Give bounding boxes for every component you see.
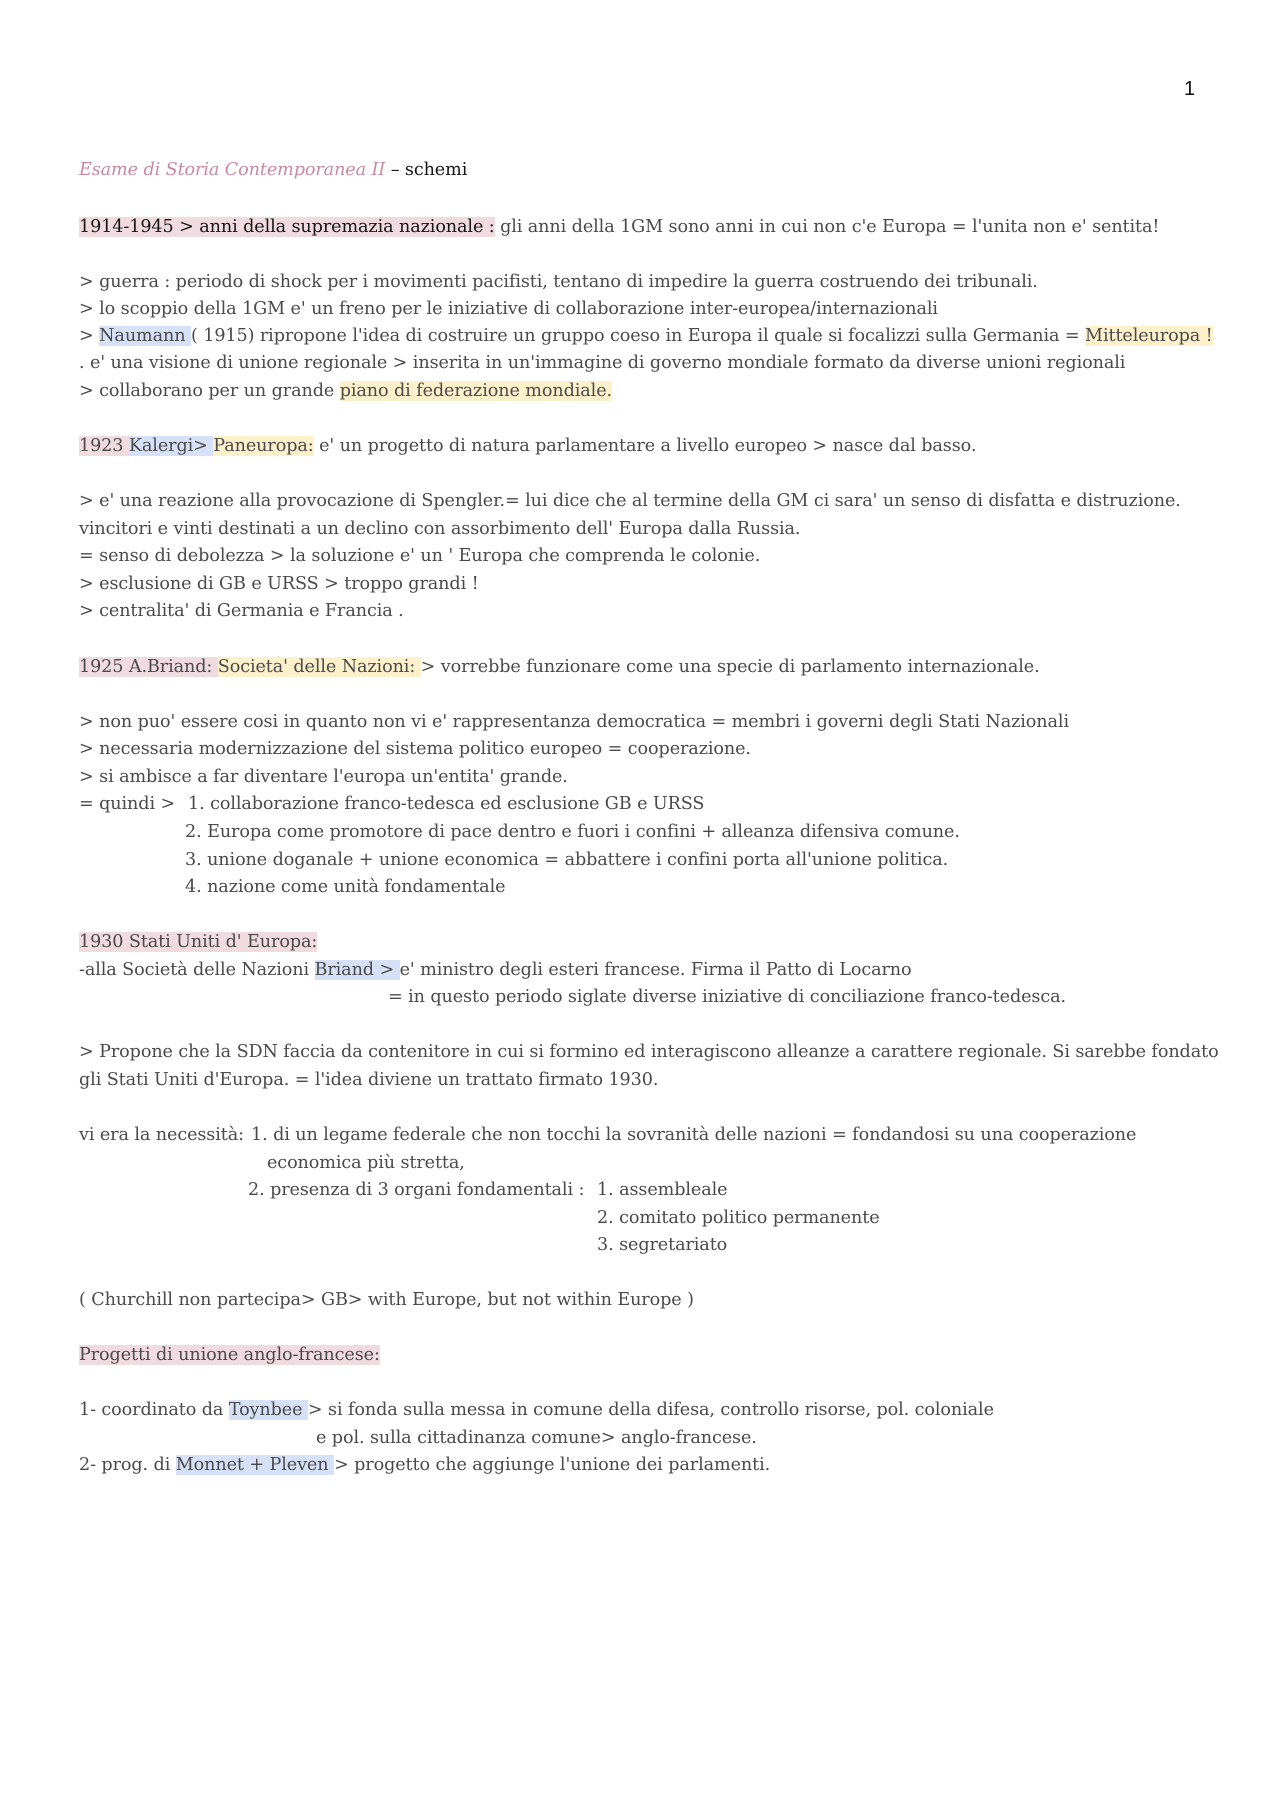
- sec1-heading-line: [79, 215, 1159, 239]
- monnet-pleven-highlight: Monnet + Pleven: [175, 1455, 334, 1475]
- sec2-line-2: vincitori e vinti destinati a un declino con assorbimento dell' Europa dalla Russia.: [79, 519, 801, 539]
- sec3-line-1: > non puo' essere cosi in quanto non vi e' rappresentanza democratica = membri i governi degli Stati Nazionali: [79, 712, 1069, 732]
- sec4-line-4: gli Stati Uniti d'Europa. = l'idea diviene un trattato firmato 1930.: [79, 1070, 659, 1090]
- sec3-item-2: 2. Europa come promotore di pace dentro e fuori i confini + alleanza difensiva comune.: [185, 822, 960, 842]
- sec1-l5-text: > collaborano per un grande: [79, 381, 340, 401]
- sec3-item-4: 4. nazione come unità fondamentale: [185, 877, 506, 897]
- kalergi-highlight: Kalergi>: [128, 436, 214, 456]
- sec2-heading-line: [79, 434, 976, 458]
- sec5-p1-prefix: 1- coordinato da: [79, 1400, 229, 1420]
- sec1-line-2: > lo scoppio della 1GM e' un freno per le iniziative di collaborazione inter-europea/internazionali: [79, 299, 938, 319]
- sec3-line-2: > necessaria modernizzazione del sistema politico europeo = cooperazione.: [79, 739, 751, 759]
- sec3-heading-text: > vorrebbe funzionare come una specie di parlamento internazionale.: [420, 657, 1040, 677]
- sec5-item-1: [79, 1398, 994, 1422]
- sec2-line-5: > centralita' di Germania e Francia .: [79, 601, 404, 621]
- mitteleuropa-highlight: Mitteleuropa !: [1085, 326, 1213, 346]
- sec3-quindi: = quindi >: [79, 794, 176, 814]
- sec1-l3-text: ( 1915) ripropone l'idea di costruire un gruppo coeso in Europa il quale si focalizzi sulla Germania =: [190, 326, 1086, 346]
- sec1-heading: 1914-1945 > anni della supremazia nazionale :: [79, 217, 495, 237]
- sec1-line-4: . e' una visione di unione regionale > inserita in un'immagine di governo mondiale formato da diverse unioni regionali: [79, 353, 1126, 373]
- sec2-year: 1923: [79, 436, 129, 456]
- sec2-heading-text: e' un progetto di natura parlamentare a livello europeo > nasce dal basso.: [313, 436, 977, 456]
- need-item-1-cont: economica più stretta,: [267, 1153, 465, 1173]
- page-number: 1: [1184, 78, 1196, 100]
- organ-2: 2. comitato politico permanente: [597, 1208, 880, 1228]
- sec3-item-3: 3. unione doganale + unione economica = abbattere i confini porta all'unione politica.: [185, 850, 949, 870]
- sec3-heading-line: [79, 655, 1040, 679]
- sec4-line-2: = in questo periodo siglate diverse iniziative di conciliazione franco-tedesca.: [388, 987, 1066, 1007]
- toynbee-highlight: Toynbee: [228, 1400, 308, 1420]
- sec2-line-1: > e' una reazione alla provocazione di Spengler.= lui dice che al termine della GM ci sara' un senso di disfatta e distruzione.: [79, 491, 1181, 511]
- sec3-year: 1925 A.Briand:: [79, 657, 218, 677]
- organ-1: 1. assembleale: [597, 1180, 728, 1200]
- need-label: vi era la necessità:: [79, 1125, 244, 1145]
- sec4-l1-text: e' ministro degli esteri francese. Firma il Patto di Locarno: [399, 960, 912, 980]
- sec5-p2-text: > progetto che aggiunge l'unione dei parlamenti.: [333, 1455, 771, 1475]
- sec1-line-1: > guerra : periodo di shock per i movimenti pacifisti, tentano di impedire la guerra costruendo dei tribunali.: [79, 272, 1038, 292]
- sec5-p1-text: > si fonda sulla messa in comune della difesa, controllo risorse, pol. coloniale: [307, 1400, 994, 1420]
- societa-highlight: Societa' delle Nazioni:: [217, 657, 421, 677]
- paneuropa-highlight: Paneuropa:: [213, 436, 314, 456]
- sec2-line-4: > esclusione di GB e URSS > troppo grandi !: [79, 574, 479, 594]
- sec4-l1-prefix: -alla Società delle Nazioni: [79, 960, 315, 980]
- document-subtitle: – schemi: [385, 160, 468, 180]
- naumann-highlight: Naumann: [99, 326, 191, 346]
- sec4-heading-line: [79, 930, 317, 954]
- sec3-item-1: 1. collaborazione franco-tedesca ed esclusione GB e URSS: [188, 794, 705, 814]
- organ-3: 3. segretariato: [597, 1235, 728, 1255]
- document-title-line: [79, 158, 467, 182]
- churchill-note: ( Churchill non partecipa> GB> with Europe, but not within Europe ): [79, 1290, 694, 1310]
- sec4-line-1: [79, 958, 912, 982]
- sec4-heading: 1930 Stati Uniti d' Europa:: [79, 932, 318, 952]
- briand-highlight: Briand >: [314, 960, 400, 980]
- sec1-line-3: [79, 324, 1213, 348]
- sec3-line-3: > si ambisce a far diventare l'europa un'entita' grande.: [79, 767, 568, 787]
- sec5-p2-prefix: 2- prog. di: [79, 1455, 176, 1475]
- sec2-line-3: = senso di debolezza > la soluzione e' un ' Europa che comprenda le colonie.: [79, 546, 761, 566]
- need-item-1: 1. di un legame federale che non tocchi la sovranità delle nazioni = fondandosi su una cooperazione: [251, 1125, 1137, 1145]
- federazione-highlight: piano di federazione mondiale.: [339, 381, 613, 401]
- sec1-intro: gli anni della 1GM sono anni in cui non c'e Europa = l'unita non e' sentita!: [494, 217, 1160, 237]
- sec5-item-1-cont: e pol. sulla cittadinanza comune> anglo-francese.: [316, 1428, 757, 1448]
- sec5-item-2: [79, 1453, 770, 1477]
- sec1-l3-prefix: >: [79, 326, 100, 346]
- need-item-2: 2. presenza di 3 organi fondamentali :: [248, 1180, 585, 1200]
- sec1-line-5: [79, 379, 612, 403]
- sec5-heading-line: [79, 1343, 380, 1367]
- document-title: Esame di Storia Contemporanea II: [79, 160, 386, 180]
- sec5-heading: Progetti di unione anglo-francese:: [79, 1345, 380, 1365]
- sec4-line-3: > Propone che la SDN faccia da contenitore in cui si formino ed interagiscono alleanze a carattere regionale. Si sarebbe fondato: [79, 1042, 1219, 1062]
